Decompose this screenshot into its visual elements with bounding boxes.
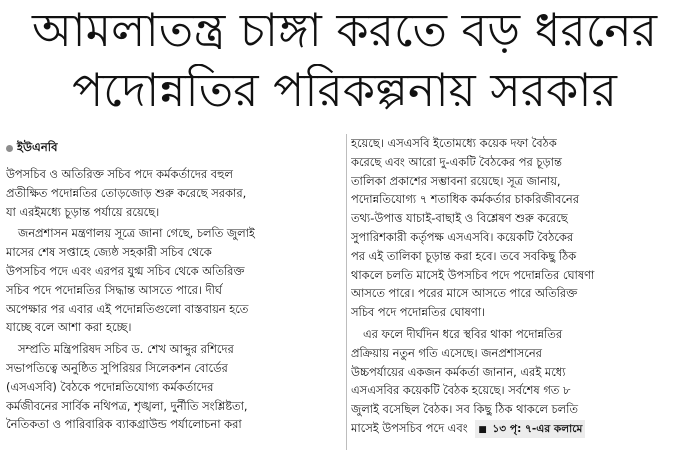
continuation-marker bbox=[475, 420, 585, 438]
text-line-last bbox=[351, 419, 681, 438]
text-line: সম্প্রতি মন্ত্রিপরিষদ সচিব ড. শেখ আব্দুর রশিদের bbox=[18, 342, 234, 357]
text-line: হয়েছে। এসএসবি ইতোমধ্যে কয়েক দফা বৈঠক bbox=[351, 136, 557, 150]
text-line: অপেক্ষার পর এবার এই পদোন্নতিগুলো বাস্তবায়ন হতে bbox=[6, 301, 249, 316]
text-line: পদোন্নতিযোগ্য ৭ শতাধিক কর্মকর্তার চাকরিজীবনের bbox=[351, 192, 579, 207]
text-line: তালিকা প্রকাশের সম্ভাবনা রয়েছে। সূত্র জানায়, bbox=[351, 173, 561, 188]
text-line: তথ্য-উপাত্ত যাচাই-বাছাই ও বিশ্লেষণ শুরু করেছে bbox=[351, 211, 568, 226]
text-line: যা এরইমধ্যে চূড়ান্ত পর্যায়ে রয়েছে। bbox=[6, 204, 160, 219]
text-line: প্রতীক্ষিত পদোন্নতির তোড়জোড় শুরু করেছে সরকার, bbox=[6, 185, 247, 200]
text-line: থাকলে চলতি মাসেই উপসচিব পদে পদোন্নতির ঘোষণা bbox=[351, 267, 595, 282]
text-line: কর্মজীবনের সার্বিক নথিপত্র, শৃঙ্খলা, দুর্নীতি সংশ্লিষ্টতা, bbox=[6, 398, 248, 413]
text-line: আসতে পারে। পরের মাসে আসতে পারে অতিরিক্ত bbox=[351, 286, 578, 301]
headline-line-1: আমলাতন্ত্র চাঙ্গা করতে বড় ধরনের bbox=[31, 4, 658, 56]
continuation-text: ১৩ পৃ: ৭-এর কলামে bbox=[492, 422, 583, 435]
text-line: এসএসবির কয়েকটি বৈঠক হয়েছে। সর্বশেষ গত ৮ bbox=[351, 383, 571, 398]
article-column-right bbox=[351, 134, 681, 438]
byline-text: ইউএনবি bbox=[17, 140, 58, 154]
text-line: সচিব পদে পদোন্নতির ঘোষণা। bbox=[351, 305, 486, 320]
text-line: সচিব পদে পদোন্নতির সিদ্ধান্ত আসতে পারে। দীর্ঘ bbox=[6, 282, 222, 297]
text-line: সুপারিশকারী কর্তৃপক্ষ এসএসবি। কয়েকটি বৈঠকের bbox=[351, 229, 574, 244]
text-line: (এসএসবি) বৈঠকে পদোন্নতিযোগ্য কর্মকর্তাদের bbox=[6, 379, 214, 394]
article-column-left bbox=[6, 140, 342, 434]
text-line: যাচ্ছে বলে আশা করা হচ্ছে। bbox=[6, 320, 132, 335]
text-line: নৈতিকতা ও পারিবারিক ব্যাকগ্রাউন্ড পর্যালোচনা করা bbox=[6, 417, 242, 432]
text-line: উচ্চপর্যায়ের একজন কর্মকর্তা জানান, এরই মধ্যে bbox=[351, 364, 566, 379]
text-line: প্রক্রিয়ায় নতুন গতি এসেছে। জনপ্রশাসনের bbox=[351, 345, 542, 360]
continuation-arrow-icon: ■ bbox=[478, 424, 487, 435]
byline bbox=[6, 140, 342, 157]
text-line: জুলাই বসেছিল বৈঠক। সব কিছু ঠিক থাকলে চলতি bbox=[351, 402, 578, 417]
column-divider bbox=[346, 134, 347, 450]
text-line-content: মাসেই উপসচিব পদে এবং bbox=[351, 420, 468, 435]
bullet-icon bbox=[6, 145, 13, 152]
text-line: জনপ্রশাসন মন্ত্রণালয় সূত্রে জানা গেছে, চলতি জুলাই bbox=[18, 226, 255, 241]
text-line: উপসচিব পদে এবং এরপর যুগ্ম সচিব থেকে অতিরিক্ত bbox=[6, 263, 245, 278]
text-line: করেছে এবং আরো দু-একটি বৈঠকের পর চূড়ান্ত bbox=[351, 154, 562, 169]
headline-line-2: পদোন্নতির পরিকল্পনায় সরকার bbox=[72, 64, 617, 116]
text-line: উপসচিব ও অতিরিক্ত সচিব পদে কর্মকর্তাদের বহুল bbox=[6, 167, 233, 181]
text-line: সভাপতিত্বে অনুষ্ঠিত সুপিরিয়র সিলেকশন বোর্ডের bbox=[6, 360, 228, 375]
text-line: মাসের শেষ সপ্তাহে জ্যেষ্ঠ সহকারী সচিব থেকে bbox=[6, 245, 212, 260]
text-line: পর এই তালিকা চূড়ান্ত করা হবে। তবে সবকিছু ঠিক bbox=[351, 248, 577, 263]
text-line: এর ফলে দীর্ঘদিন ধরে স্থবির থাকা পদোন্নতির bbox=[363, 326, 563, 341]
